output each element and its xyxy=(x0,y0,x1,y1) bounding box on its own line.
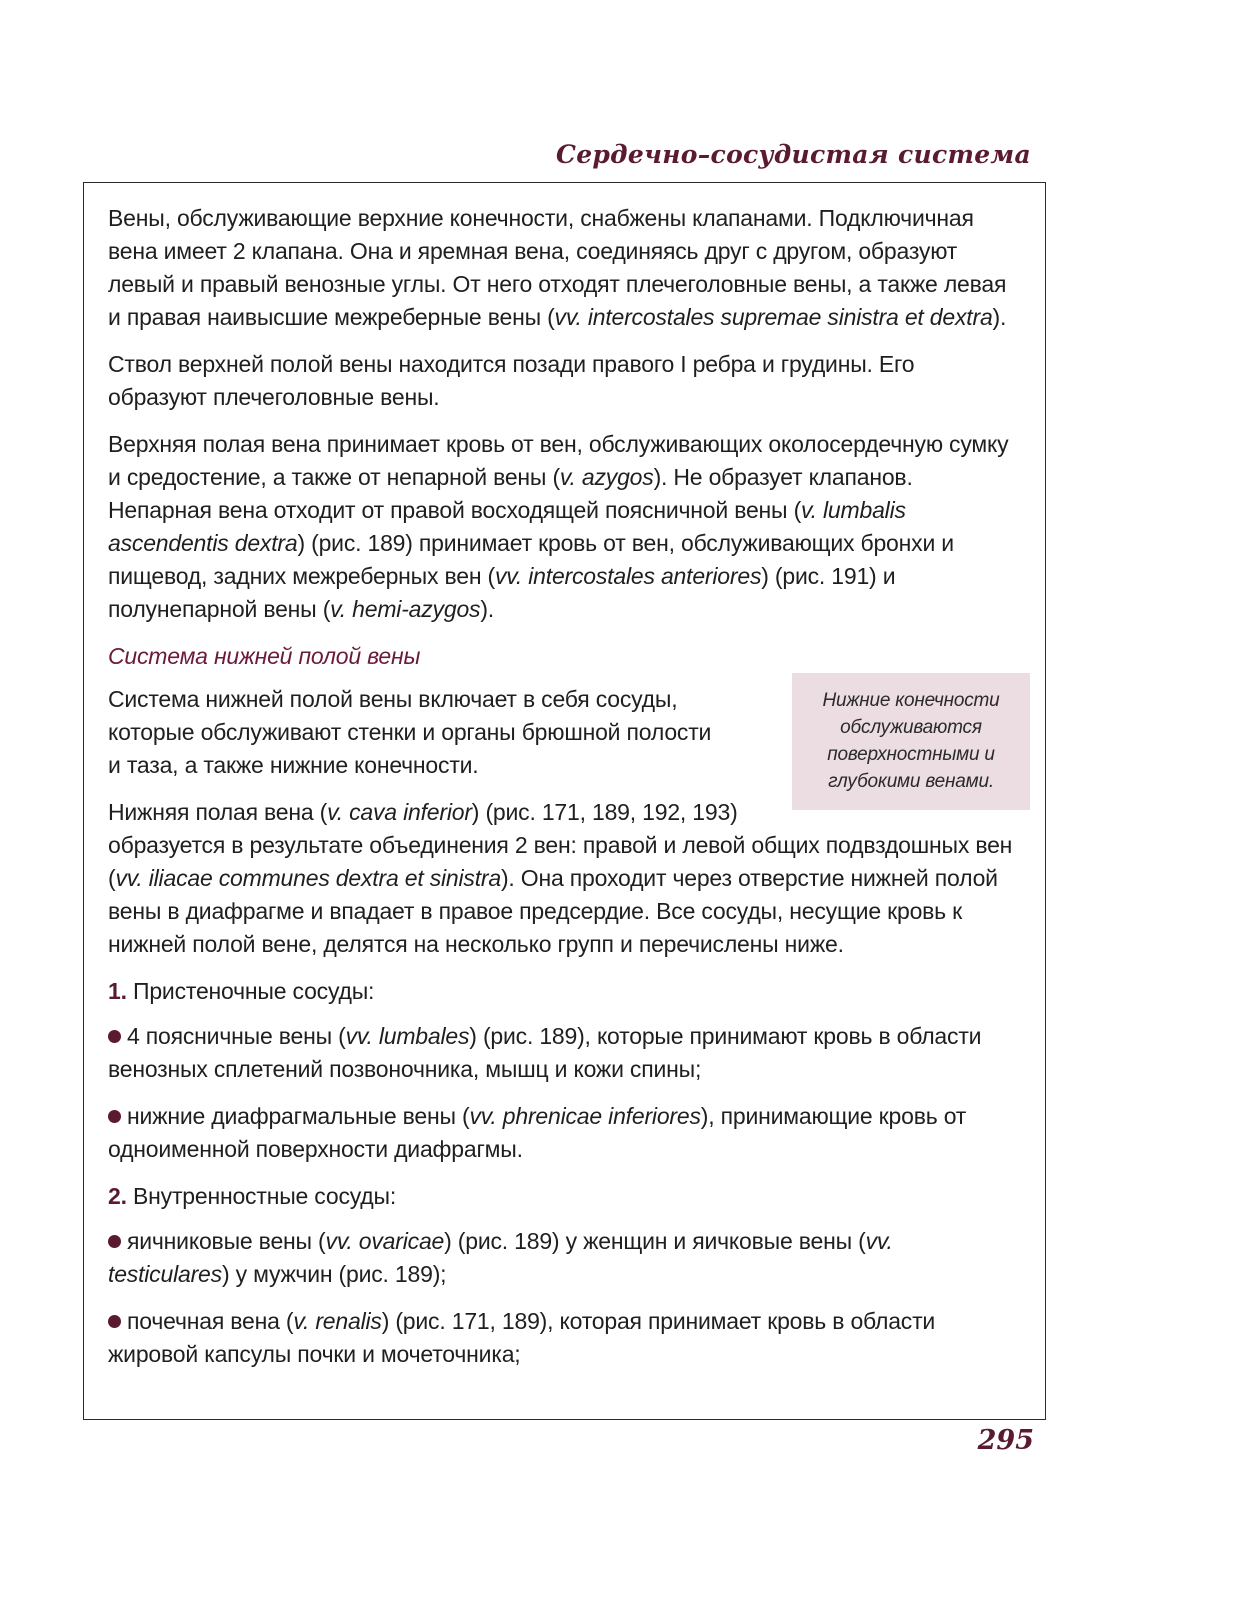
paragraph-upper-limb-veins: Вены, обслуживающие верхние конечности, снабжены клапанами. Подключичная вена имеет 2 клапана. Она и яремная вена, соединяясь друг с другом, образуют левый и правый венозные углы. От него отходят плечеголовные вены, а также левая и правая наивысшие межреберные вены (vv. intercostales supremae sinistra et dextra). xyxy=(108,205,1007,330)
bullet-lumbar-veins: 4 поясничные вены (vv. lumbales) (рис. 189), которые принимают кровь в области венозных сплетений позвоночника, мышц и кожи спины; xyxy=(108,1023,982,1082)
bullet-icon xyxy=(108,1110,121,1123)
bullet-gonadal-veins: яичниковые вены (vv. ovaricae) (рис. 189) у женщин и яичковые вены (vv. testiculares) у мужчин (рис. 189); xyxy=(108,1228,893,1287)
running-head: Сердечно–сосудистая система xyxy=(556,140,1031,169)
bullet-icon xyxy=(108,1315,121,1328)
section-heading: Система нижней полой вены xyxy=(108,643,421,669)
group-number: 2. xyxy=(108,1183,127,1209)
paragraph-svc-trunk: Ствол верхней полой вены находится позади правого I ребра и грудины. Его образуют плечеголовные вены. xyxy=(108,351,915,410)
group-number: 1. xyxy=(108,978,127,1004)
bullet-icon xyxy=(108,1235,121,1248)
paragraph-svc-tributaries: Верхняя полая вена принимает кровь от вен, обслуживающих околосердечную сумку и средостение, а также от непарной вены (v. azygos). Не образует клапанов. Непарная вена отходит от правой восходящей поясничной вены (v. lumbalis ascendentis dextra) (рис. 189) принимает кровь от вен, обслуживающих бронхи и пищевод, задних межреберных вен (vv. intercostales anteriores) (рис. 191) и полунепарной вены (v. hemi-azygos). xyxy=(108,431,1009,622)
paragraph-ivc-formation: Нижняя полая вена (v. cava inferior) (рис. 171, 189, 192, 193) образуется в результате объединения 2 вен: правой и левой общих подвздошных вен (vv. iliacae communes dextra et sinistra). Она проходит через отверстие нижней полой вены в диафрагме и впадает в правое предсердие. Все сосуды, несущие кровь к нижней полой вене, делятся на несколько групп и перечислены ниже. xyxy=(108,799,1013,957)
bullet-renal-vein: почечная вена (v. renalis) (рис. 171, 189), которая принимает кровь в области жировой капсулы почки и мочеточника; xyxy=(108,1308,936,1367)
sidebar-note: Нижние конечности обслуживаются поверхностными и глубокими венами. xyxy=(792,673,1030,810)
paragraph-ivc-system: Система нижней полой вены включает в себя сосуды, которые обслуживают стенки и органы брюшной полости и таза, а также нижние конечности. xyxy=(108,686,712,778)
bullet-icon xyxy=(108,1030,121,1043)
main-content xyxy=(108,202,1014,1385)
bullet-phrenic-veins: нижние диафрагмальные вены (vv. phrenicae inferiores), принимающие кровь от одноименной поверхности диафрагмы. xyxy=(108,1103,967,1162)
group-visceral-heading: 2. Внутренностные сосуды: xyxy=(108,1183,397,1209)
ivc-intro-block xyxy=(108,683,1014,961)
group-parietal-heading: 1. Пристеночные сосуды: xyxy=(108,978,375,1004)
page-number: 295 xyxy=(977,1425,1034,1456)
